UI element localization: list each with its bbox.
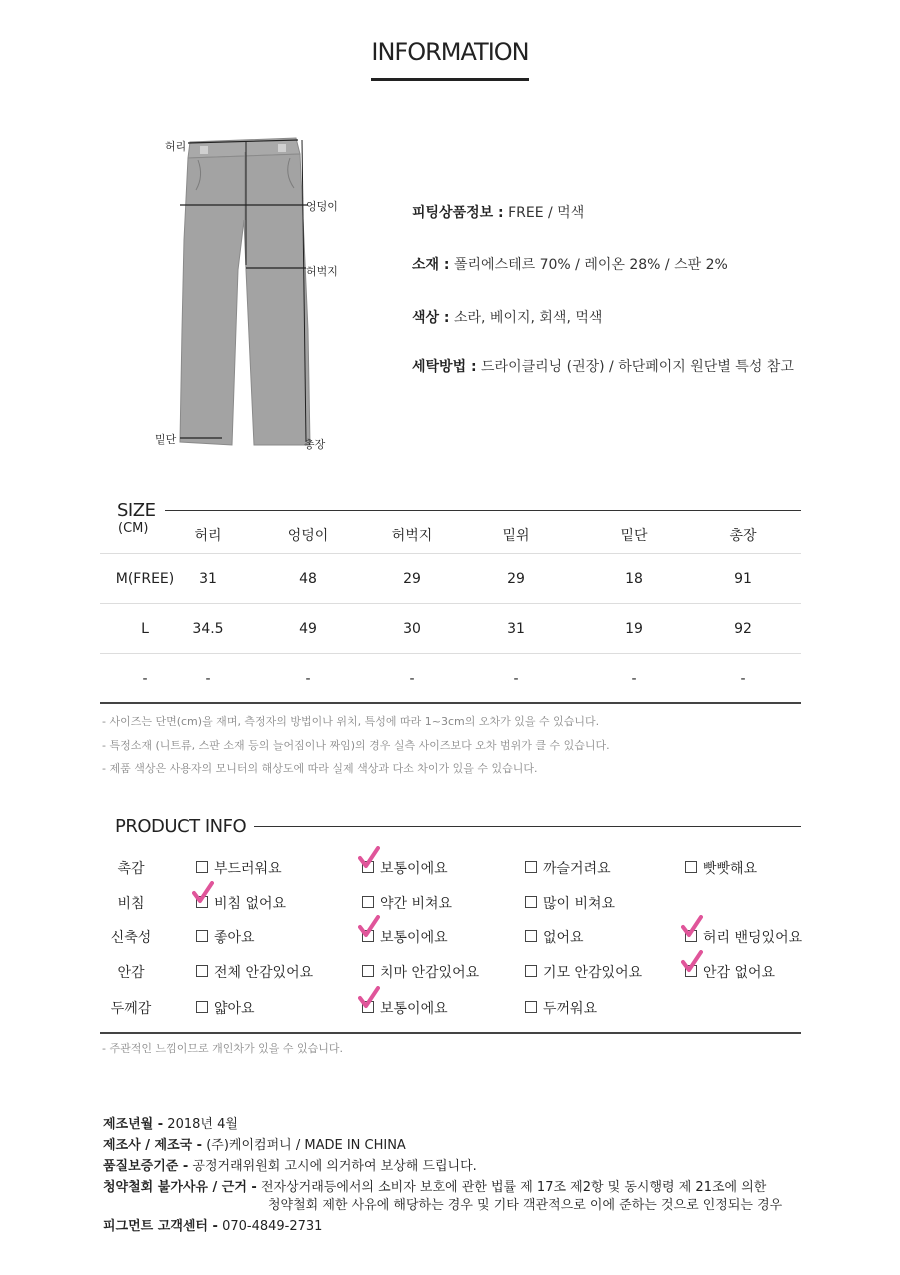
cell: 19 <box>625 621 643 637</box>
checkbox <box>525 930 537 942</box>
size-col-1: 엉덩이 <box>287 528 329 544</box>
info-material <box>412 254 728 274</box>
product-heading-rule <box>254 826 801 827</box>
waist-label: 허리 <box>165 140 187 153</box>
product-note: - 주관적인 느낌이므로 개인차가 있을 수 있습니다. <box>102 1042 343 1055</box>
footer-quality <box>103 1155 477 1174</box>
product-option-label: 없어요 <box>543 930 584 946</box>
product-heading: PRODUCT INFO <box>115 816 247 837</box>
footer-cs-label: 피그먼트 고객센터 - <box>103 1219 218 1234</box>
checkmark-icon <box>358 915 380 939</box>
product-row <box>100 990 801 1024</box>
checkbox <box>525 1001 537 1013</box>
pants-diagram <box>150 130 350 460</box>
product-option-label: 까슬거려요 <box>543 861 611 877</box>
product-option-label: 빳빳해요 <box>703 861 758 877</box>
checkbox <box>196 861 208 873</box>
footer-quality-value: 공정거래위원회 고시에 의거하여 보상해 드립니다. <box>192 1159 477 1174</box>
product-row-label: 신축성 <box>110 930 152 946</box>
info-fitting-value: FREE / 먹색 <box>508 205 585 221</box>
size-col-2: 허벅지 <box>391 528 433 544</box>
product-option-label: 전체 안감있어요 <box>214 965 314 981</box>
cell: 49 <box>299 621 317 637</box>
cell: 18 <box>625 571 643 587</box>
cell: 29 <box>507 571 525 587</box>
info-fitting-label: 피팅상품정보 : <box>412 205 504 221</box>
row-size: M(FREE) <box>115 571 175 587</box>
product-option-label: 보통이에요 <box>380 930 448 946</box>
footer-maker <box>103 1134 406 1153</box>
footer-cs-value: 070-4849-2731 <box>222 1219 323 1234</box>
footer-cs <box>103 1215 322 1234</box>
checkbox <box>196 1001 208 1013</box>
size-col-5: 총장 <box>729 528 757 544</box>
product-option-label: 얇아요 <box>214 1001 255 1017</box>
checkbox <box>362 965 374 977</box>
cell: - <box>740 671 746 687</box>
table-row <box>100 654 801 704</box>
product-row <box>100 954 801 988</box>
row-size: - <box>142 671 148 687</box>
size-unit: (CM) <box>118 521 149 536</box>
info-washing-value: 드라이클리닝 (권장) / 하단페이지 원단별 특성 참고 <box>481 359 794 375</box>
cell: - <box>409 671 415 687</box>
cell: - <box>513 671 519 687</box>
product-option-label: 비침 없어요 <box>214 896 287 912</box>
product-bottom-rule <box>100 1032 801 1034</box>
checkbox <box>685 861 697 873</box>
size-heading-rule <box>165 510 801 511</box>
info-color <box>412 307 602 327</box>
thigh-label: 허벅지 <box>306 265 338 278</box>
product-option-label: 많이 비쳐요 <box>543 896 616 912</box>
cell: - <box>631 671 637 687</box>
product-row <box>100 885 801 919</box>
row-size: L <box>141 621 149 637</box>
size-note: - 사이즈는 단면(cm)을 재며, 측정자의 방법이나 위치, 특성에 따라 1~3cm의 오차가 있을 수 있습니다. <box>102 715 600 728</box>
checkbox <box>525 861 537 873</box>
checkmark-icon <box>358 986 380 1010</box>
table-row <box>100 554 801 604</box>
size-note: - 제품 색상은 사용자의 모니터의 해상도에 따라 실제 색상과 다소 차이가 있을 수 있습니다. <box>102 762 538 775</box>
checkbox <box>362 896 374 908</box>
cell: 92 <box>734 621 752 637</box>
product-option-label: 좋아요 <box>214 930 255 946</box>
footer-maker-value: (주)케이컴퍼니 / MADE IN CHINA <box>206 1138 406 1153</box>
cell: - <box>205 671 211 687</box>
info-washing-label: 세탁방법 : <box>412 359 477 375</box>
cell: 48 <box>299 571 317 587</box>
info-color-value: 소라, 베이지, 회색, 먹색 <box>453 310 603 326</box>
product-option-label: 기모 안감있어요 <box>543 965 643 981</box>
footer-date-value: 2018년 4월 <box>167 1117 238 1132</box>
info-washing <box>412 356 794 376</box>
length-label: 총장 <box>304 438 326 451</box>
cell: - <box>305 671 311 687</box>
checkmark-icon <box>358 846 380 870</box>
product-option-label: 허리 밴딩있어요 <box>703 930 803 946</box>
size-col-0: 허리 <box>194 528 222 544</box>
size-col-4: 밑단 <box>620 528 648 544</box>
footer-withdraw-line2: 청약철회 제한 사유에 해당하는 경우 및 기타 객관적으로 이에 준하는 것으로 인정되는 경우 <box>268 1198 783 1213</box>
info-fitting <box>412 202 584 222</box>
footer-date-label: 제조년월 - <box>103 1117 164 1132</box>
checkbox <box>525 965 537 977</box>
title-underline <box>371 78 529 81</box>
footer-date <box>103 1113 238 1132</box>
cell: 34.5 <box>192 621 224 637</box>
checkbox <box>196 965 208 977</box>
checkmark-icon <box>681 915 703 939</box>
checkmark-icon <box>681 950 703 974</box>
page-title: INFORMATION <box>371 38 529 66</box>
cell: 30 <box>403 621 421 637</box>
product-row-label: 촉감 <box>117 861 145 877</box>
product-row <box>100 919 801 953</box>
info-material-label: 소재 : <box>412 257 450 273</box>
footer-quality-label: 품질보증기준 - <box>103 1159 189 1174</box>
info-material-value: 폴리에스테르 70% / 레이온 28% / 스판 2% <box>453 257 728 273</box>
size-heading: SIZE <box>117 500 156 521</box>
footer-withdraw-line1: 전자상거래등에서의 소비자 보호에 관한 법률 제 17조 제2항 및 동시행령 제 21조에 의한 <box>260 1180 767 1195</box>
product-option-label: 안감 없어요 <box>703 965 776 981</box>
product-option-label: 두꺼워요 <box>543 1001 598 1017</box>
footer-withdraw-label: 청약철회 불가사유 / 근거 - <box>103 1180 257 1195</box>
cell: 31 <box>507 621 525 637</box>
checkmark-icon <box>192 881 214 905</box>
info-color-label: 색상 : <box>412 310 450 326</box>
hip-label: 엉덩이 <box>306 200 338 213</box>
hem-label: 밑단 <box>155 433 177 446</box>
cell: 31 <box>199 571 217 587</box>
product-option-label: 약간 비쳐요 <box>380 896 453 912</box>
size-note: - 특정소재 (니트류, 스판 소재 등의 늘어짐이나 짜임)의 경우 실측 사이즈보다 오차 범위가 클 수 있습니다. <box>102 739 610 752</box>
checkbox <box>525 896 537 908</box>
cell: 91 <box>734 571 752 587</box>
pants-illustration <box>150 130 350 460</box>
product-row-label: 비침 <box>117 896 145 912</box>
product-option-label: 보통이에요 <box>380 1001 448 1017</box>
footer-maker-label: 제조사 / 제조국 - <box>103 1138 203 1153</box>
product-option-label: 부드러워요 <box>214 861 282 877</box>
size-col-3: 밑위 <box>502 528 530 544</box>
product-row-label: 두께감 <box>110 1001 152 1017</box>
product-option-label: 치마 안감있어요 <box>380 965 480 981</box>
product-option-label: 보통이에요 <box>380 861 448 877</box>
product-row <box>100 850 801 884</box>
checkbox <box>196 930 208 942</box>
product-row-label: 안감 <box>117 965 145 981</box>
table-row <box>100 604 801 654</box>
cell: 29 <box>403 571 421 587</box>
footer-withdraw <box>103 1176 766 1195</box>
